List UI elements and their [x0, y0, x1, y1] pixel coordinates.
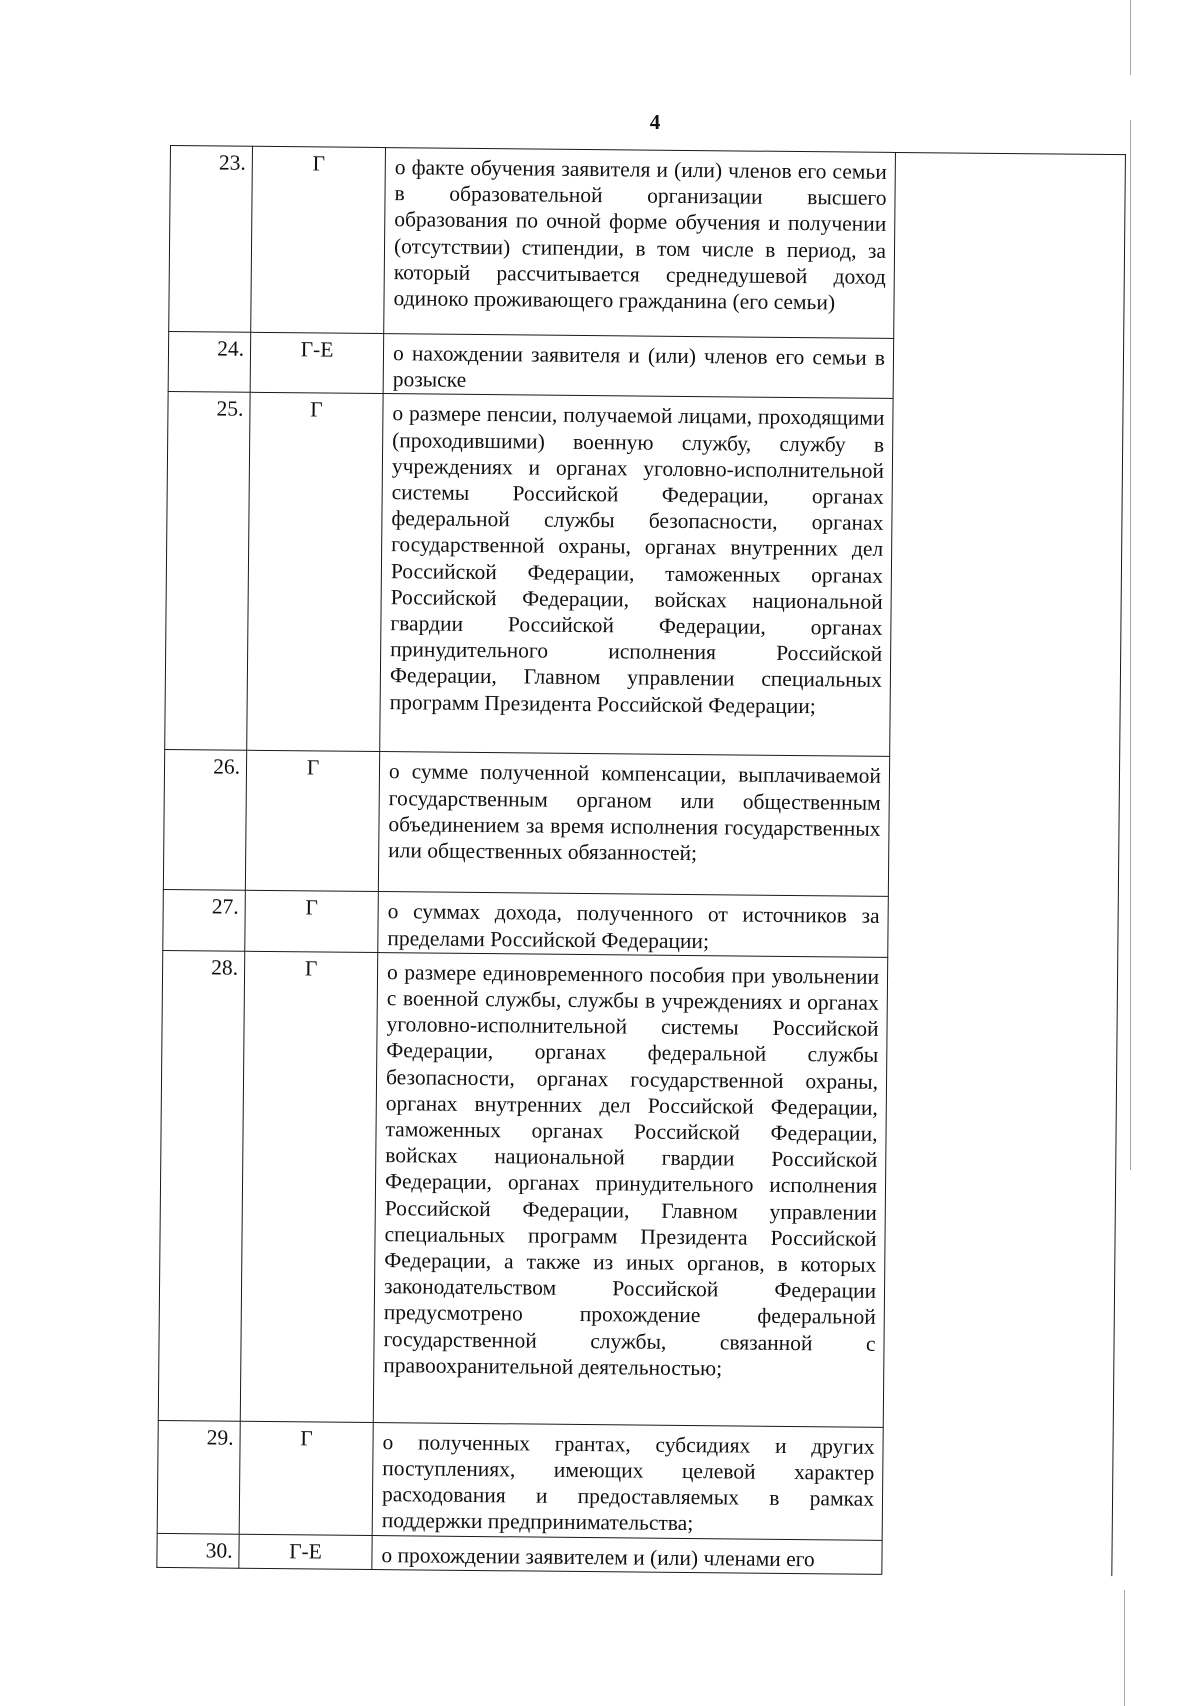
document-table	[156, 145, 1125, 1577]
row-number: 23.	[169, 146, 253, 333]
scan-edge-line-top	[1130, 0, 1131, 75]
row-description: о факте обучения заявителя и (или) членов его семьи в образовательной организации высшего образования по очной форме обучения и получении (отсутствии) стипендии, в том числе в период, за который рассчитывается среднедушевой доход одиноко проживающего гражданина (его семьи)	[384, 148, 896, 339]
row-description: о размере пенсии, получаемой лицами, проходящими (проходившими) военную службу, службу в учреждениях и органах уголовно-исполнительной системы Российской Федерации, органах федеральной службы безопасности, органах государственной охраны, органах внутренних дел Российской Федерации, таможенных органах Российской Федерации, войсках национальной гвардии Российской Федерации, органах принудительного исполнения Российской Федерации, Главном управлении специальных программ Президента Российской Федерации;	[380, 394, 893, 757]
row-number: 24.	[168, 331, 251, 392]
row-code: Г	[247, 393, 383, 752]
row-description: о суммах дохода, полученного от источников за пределами Российской Федерации;	[378, 892, 889, 957]
row-code: Г	[251, 146, 386, 333]
row-number: 26.	[163, 750, 246, 891]
row-code: Г	[240, 951, 378, 1422]
row-number: 30.	[157, 1533, 239, 1568]
row-description: о полученных грантах, субсидиях и других поступлениях, имеющих целевой характер расходования и предоставляемых в рамках поддержки предпринимательства;	[372, 1422, 883, 1540]
scan-edge-line-middle	[1130, 120, 1131, 1170]
row-code: Г-Е	[250, 332, 384, 394]
empty-cell	[882, 152, 1126, 1576]
row-description: о нахождении заявителя и (или) членов его семьи в розыске	[383, 334, 894, 399]
row-number: 28.	[158, 950, 245, 1421]
row-description: о размере единовременного пособия при увольнении с военной службы, службы в учреждениях и органах уголовно-исполнительной системы Российской Федерации, органах федеральной службы безопасности, органах государственной охраны, органах внутренних дел Российской Федерации, таможенных органах Российской Федерации, войсках национальной гвардии Российской Федерации, органах принудительного исполнения Российской Федерации, Главном управлении специальных программ Президента Российской Федерации, а также из иных органов, в которых законодательством Российской Федерации предусмотрено прохождение федеральной государственной службы, связанной с правоохранительной деятельностью;	[373, 952, 887, 1427]
table-row	[169, 146, 1126, 341]
row-code: Г	[245, 751, 379, 892]
row-number: 27.	[163, 890, 246, 951]
row-code: Г	[245, 891, 379, 953]
row-number: 25.	[165, 392, 250, 751]
page-number: 4	[649, 110, 661, 134]
row-number: 29.	[157, 1420, 240, 1534]
scan-edge-line-bottom	[1124, 1590, 1125, 1706]
row-description: о прохождении заявителем и (или) членами его	[372, 1535, 882, 1574]
row-description: о сумме полученной компенсации, выплачиваемой государственным органом или общественным объединением за время исполнения государственных или общественных обязанностей;	[378, 752, 889, 897]
row-code: Г-Е	[239, 1534, 372, 1569]
row-code: Г	[239, 1421, 373, 1535]
